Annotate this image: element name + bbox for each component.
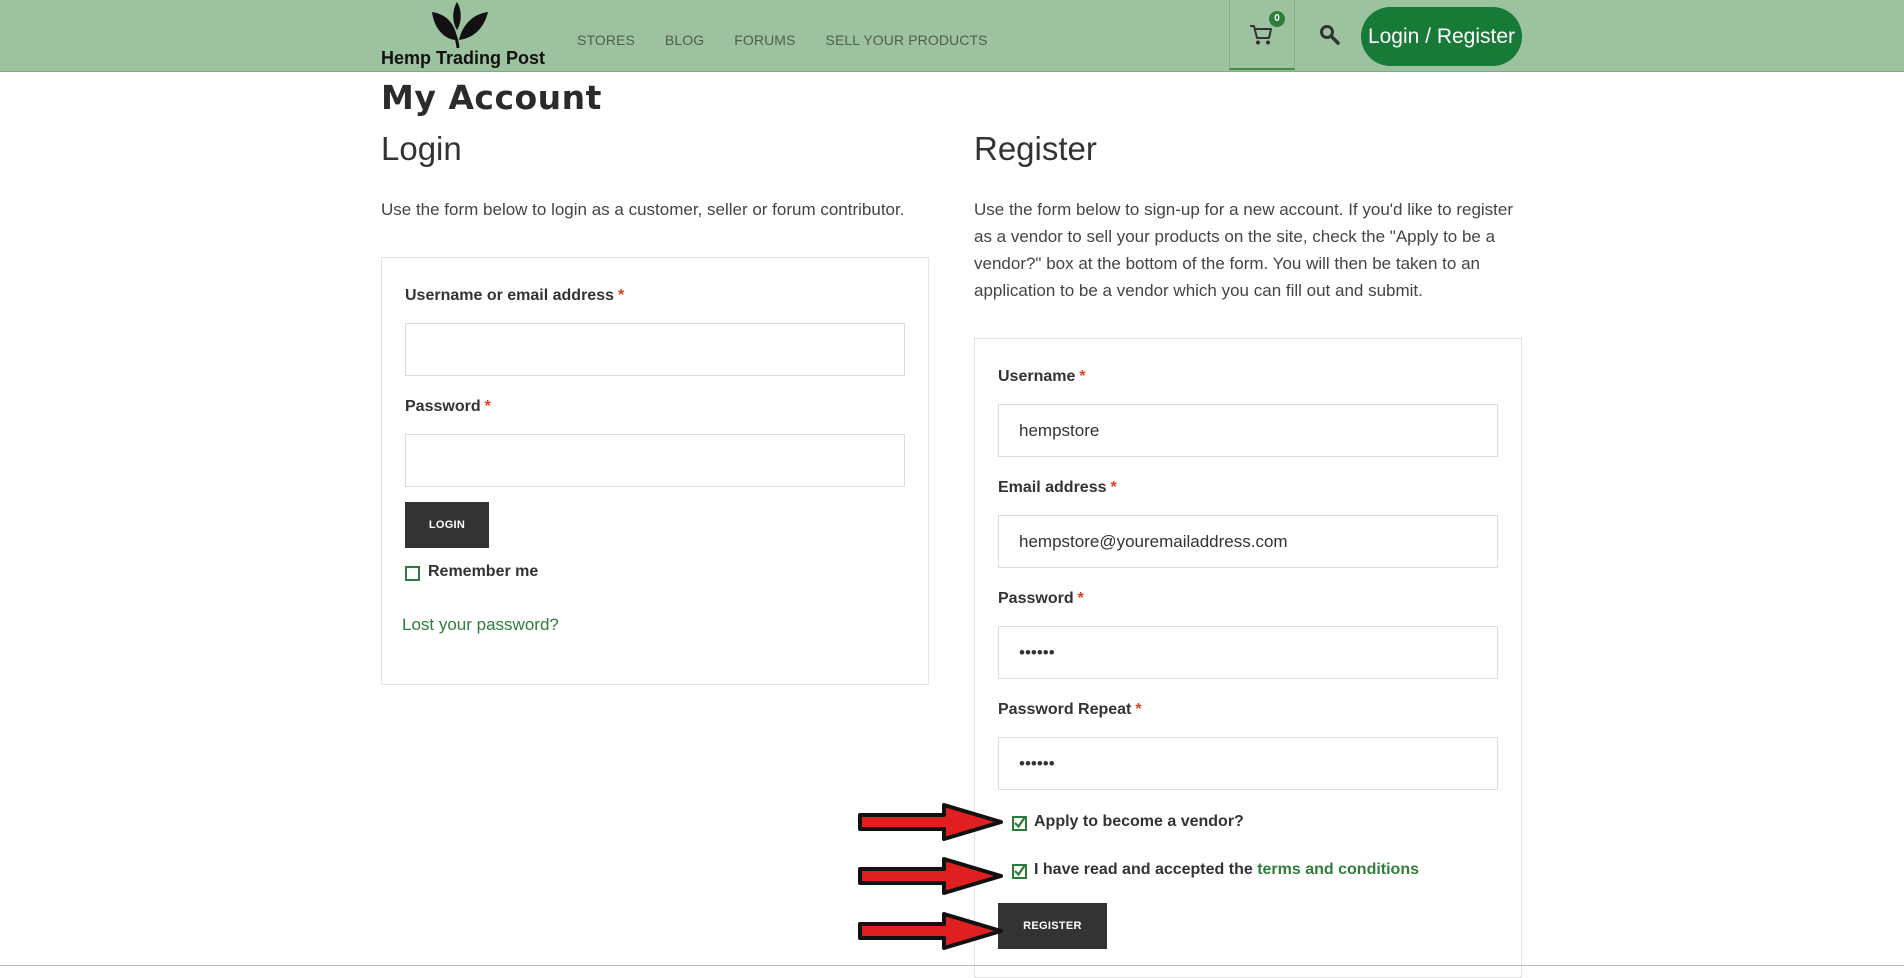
annotation-arrow-icon <box>858 857 1004 895</box>
leaf-logo-icon <box>424 0 494 50</box>
terms-label: I have read and accepted the terms and conditions <box>1034 861 1419 878</box>
cart-count-badge: 0 <box>1269 11 1285 27</box>
nav-stores[interactable]: STORES <box>577 32 635 48</box>
remember-me-label: Remember me <box>428 563 539 580</box>
annotation-arrow-icon <box>858 912 1004 950</box>
register-password-repeat-label: Password Repeat * <box>998 701 1142 718</box>
register-email-label: Email address * <box>998 479 1117 496</box>
search-icon <box>1319 24 1341 46</box>
annotation-arrow-icon <box>858 803 1004 841</box>
site-logo[interactable] <box>381 0 546 70</box>
checkmark-icon <box>1013 862 1027 878</box>
register-button[interactable]: REGISTER <box>998 903 1107 949</box>
remember-me-checkbox[interactable] <box>405 566 420 581</box>
login-register-button[interactable]: Login / Register <box>1361 7 1522 66</box>
logo-text: Hemp Trading Post <box>381 48 546 68</box>
lost-password-link[interactable]: Lost your password? <box>402 615 559 634</box>
cart-icon <box>1249 24 1273 46</box>
register-email-input[interactable]: hempstore@youremailaddress.com <box>998 515 1498 568</box>
register-intro: Use the form below to sign-up for a new account. If you'd like to register as a vendor to sell your products on the site, check the "Apply to be a vendor?" box at the bottom of the form. You will then be taken to an application to be a vendor which you can fill out and submit. <box>974 200 1514 300</box>
nav-blog[interactable]: BLOG <box>664 32 705 48</box>
terms-link[interactable]: terms and conditions <box>1257 861 1419 878</box>
main-nav <box>577 32 1018 48</box>
register-username-input[interactable]: hempstore <box>998 404 1498 457</box>
register-username-label: Username * <box>998 368 1086 385</box>
login-username-label: Username or email address * <box>405 287 625 304</box>
site-header <box>0 0 1904 72</box>
search-button[interactable] <box>1319 24 1341 51</box>
login-intro: Use the form below to login as a customer, seller or forum contributor. <box>381 200 905 219</box>
register-password-input[interactable]: •••••• <box>998 626 1498 679</box>
cart-button[interactable] <box>1229 0 1295 70</box>
vendor-checkbox[interactable] <box>1012 816 1027 831</box>
register-title: Register <box>974 130 1097 167</box>
nav-forums[interactable]: FORUMS <box>734 32 796 48</box>
login-username-input[interactable] <box>405 323 905 376</box>
nav-sell-your-products[interactable]: SELL YOUR PRODUCTS <box>825 32 988 48</box>
checkmark-icon <box>1013 814 1027 830</box>
terms-checkbox[interactable] <box>1012 864 1027 879</box>
login-password-input[interactable] <box>405 434 905 487</box>
login-password-label: Password * <box>405 398 491 415</box>
login-title: Login <box>381 130 462 167</box>
login-button[interactable]: LOGIN <box>405 502 489 548</box>
register-password-repeat-input[interactable]: •••••• <box>998 737 1498 790</box>
page-title: My Account <box>381 78 602 117</box>
register-password-label: Password * <box>998 590 1084 607</box>
vendor-label: Apply to become a vendor? <box>1034 813 1244 830</box>
